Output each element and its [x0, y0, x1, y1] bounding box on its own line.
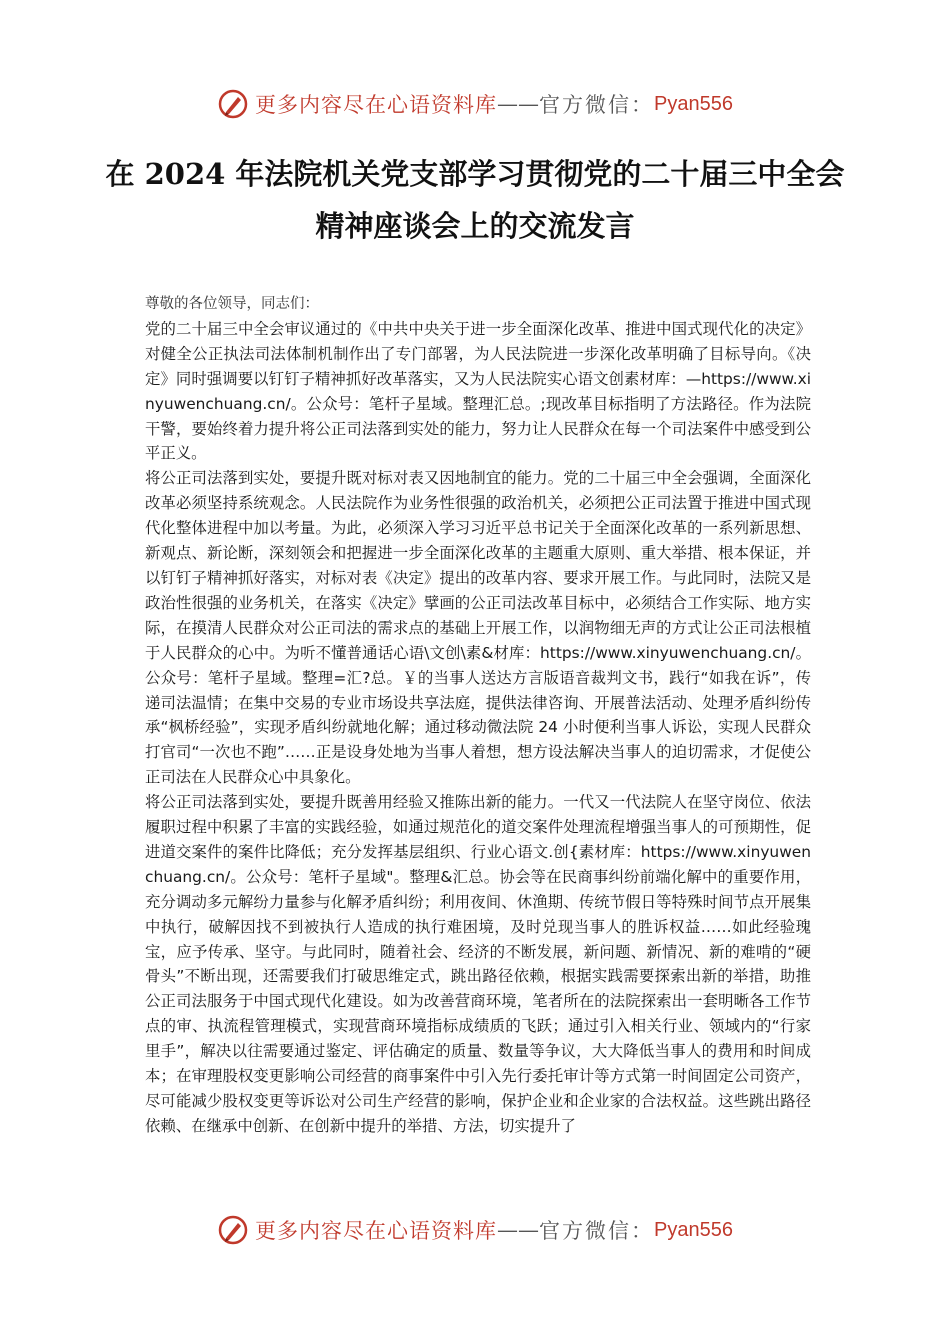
banner-contact-label: 官方微信： — [539, 93, 655, 117]
pen-logo-icon — [217, 1214, 249, 1246]
banner-slogan: 更多内容尽在心语资料库 — [255, 93, 498, 117]
pen-logo-icon — [217, 88, 249, 120]
header-banner — [0, 84, 950, 124]
body-paragraph: 将公正司法落到实处，要提升既对标对表又因地制宜的能力。党的二十届三中全会强调，全面深化改革必须坚持系统观念。人民法院作为业务性很强的政治机关，必须把公正司法置于推进中国式现代化整体进程中加以考量。为此，必须深入学习习近平总书记关于全面深化改革的一系列新思想、新观点、新论断，深刻领会和把握进一步全面深化改革的主题重大原则、重大举措、根本保证，并以钉钉子精神抓好落实，对标对表《决定》提出的改革内容、要求开展工作。与此同时，法院又是政治性很强的业务机关，在落实《决定》擘画的公正司法改革目标中，必须结合工作实际、地方实际，在摸清人民群众对公正司法的需求点的基础上开展工作，以润物细无声的方式让公正司法根植于人民群众的心中。为听不懂普通话心语\文创\素&材库：https://www.xinyuwenchuang.cn/。公众号：笔杆子星域。整理=汇?总。￥的当事人送达方言版语音裁判文书，践行“如我在诉”，传递司法温情；在集中交易的专业市场设共享法庭，提供法律咨询、开展普法活动、处理矛盾纠纷传承“枫桥经验”，实现矛盾纠纷就地化解；通过移动微法院 24 小时便利当事人诉讼，实现人民群众打官司“一次也不跑”……正是设身处地为当事人着想，想方设法解决当事人的迫切需求，才促使公正司法在人民群众心中具象化。 — [145, 469, 811, 787]
banner-dash: —— — [497, 92, 540, 116]
banner-contact-id: Pyan556 — [654, 1218, 733, 1241]
banner-slogan: 更多内容尽在心语资料库 — [255, 1219, 498, 1243]
body-paragraph: 党的二十届三中全会审议通过的《中共中央关于进一步全面深化改革、推进中国式现代化的决定》对健全公正执法司法体制机制作出了专门部署，为人民法院进一步深化改革明确了目标导向。《决定》同时强调要以钉钉子精神抓好改革落实，又为人民法院实心语文创素材库：—https://www.xinyuwenchuang.cn/。公众号：笔杆子星域。整理汇总。;现改革目标指明了方法路径。作为法院干警，要始终着力提升将公正司法落到实处的能力，努力让人民群众在每一个司法案件中感受到公平正义。 — [145, 319, 811, 463]
body-paragraph: 将公正司法落到实处，要提升既善用经验又推陈出新的能力。一代又一代法院人在坚守岗位、依法履职过程中积累了丰富的实践经验，如通过规范化的道交案件处理流程增强当事人的可预期性，促进道交案件的案件比降低；充分发挥基层组织、行业心语文.创{素材库：https://www.xinyuwenchuang.cn/。公众号：笔杆子星域"。整理&汇总。协会等在民商事纠纷前端化解中的重要作用，充分调动多元解纷力量参与化解矛盾纠纷；利用夜间、休渔期、传统节假日等特殊时间节点开展集中执行，破解因找不到被执行人造成的执行难困境，及时兑现当事人的胜诉权益……如此经验瑰宝，应予传承、坚守。与此同时，随着社会、经济的不断发展，新问题、新情况、新的难啃的“硬骨头”不断出现，还需要我们打破思维定式，跳出路径依赖，根据实践需要探索出新的举措，助推公正司法服务于中国式现代化建设。如为改善营商环境，笔者所在的法院探索出一套明晰各工作节点的审、执流程管理模式，实现营商环境指标成绩质的飞跃；通过引入相关行业、领域内的“行家里手”，解决以往需要通过鉴定、评估确定的质量、数量等争议，大大降低当事人的费用和时间成本；在审理股权变更影响公司经营的商事案件中引入先行委托审计等方式第一时间固定公司资产，尽可能减少股权变更等诉讼对公司生产经营的影响，保护企业和企业家的合法权益。这些跳出路径依赖、在继承中创新、在创新中提升的举措、方法，切实提升了 — [145, 793, 811, 1135]
document-title: 在 2024 年法院机关党支部学习贯彻党的二十届三中全会精神座谈会上的交流发言 — [105, 157, 845, 243]
document-body — [145, 292, 811, 1139]
greeting-line: 尊敬的各位领导，同志们： — [145, 296, 319, 312]
banner-contact-label: 官方微信： — [539, 1219, 655, 1243]
footer-banner — [0, 1210, 950, 1250]
banner-dash: —— — [497, 1218, 540, 1242]
banner-contact-id: Pyan556 — [654, 92, 733, 115]
